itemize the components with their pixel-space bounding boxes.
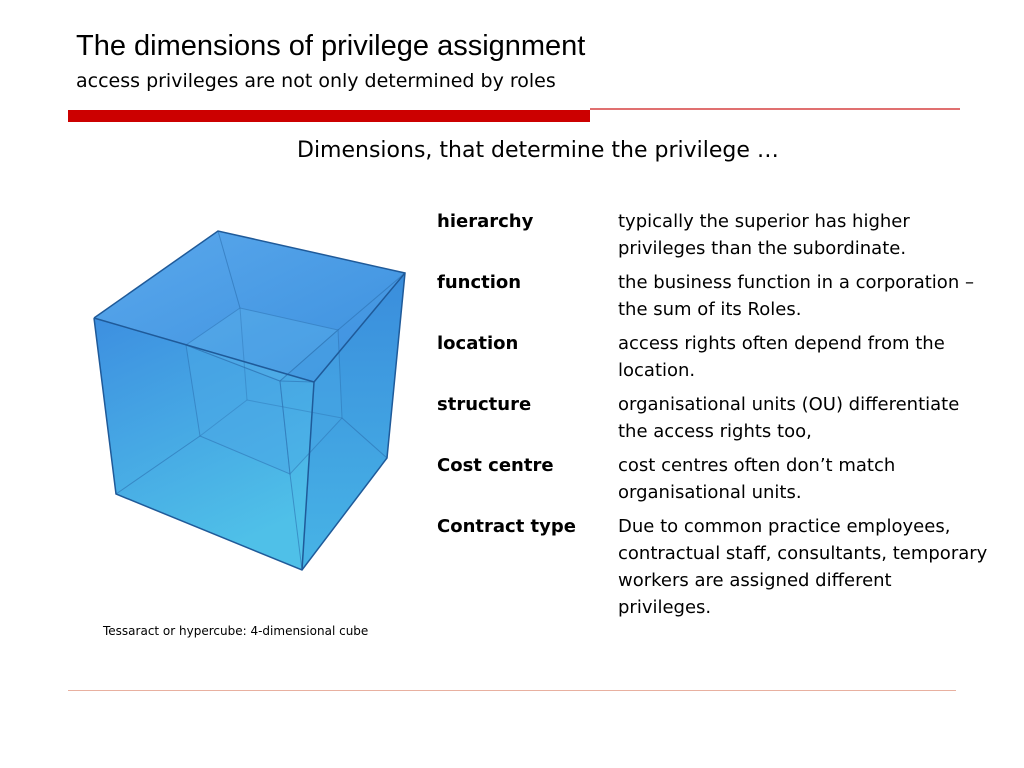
dimension-row-contract-type bbox=[437, 513, 997, 621]
figure-caption: Tessaract or hypercube: 4-dimensional cube bbox=[103, 624, 369, 638]
dimension-row-function bbox=[437, 269, 997, 323]
dimension-row-location bbox=[437, 330, 997, 384]
dimension-row-structure bbox=[437, 391, 997, 445]
dimension-list bbox=[437, 208, 997, 628]
title-accent-bar bbox=[68, 110, 590, 122]
slide-title: The dimensions of privilege assignment bbox=[76, 30, 586, 62]
dimension-description: access rights often depend from the location. bbox=[618, 333, 945, 381]
section-heading: Dimensions, that determine the privilege … bbox=[297, 138, 779, 163]
dimension-term: function bbox=[437, 272, 522, 293]
slide-subtitle: access privileges are not only determined by roles bbox=[76, 70, 556, 92]
dimension-term: location bbox=[437, 333, 519, 354]
dimension-term: Contract type bbox=[437, 516, 576, 537]
dimension-description: cost centres often don’t match organisational units. bbox=[618, 455, 896, 503]
footer-divider-line bbox=[68, 690, 956, 691]
title-divider-line bbox=[590, 108, 960, 110]
dimension-description: organisational units (OU) differentiate the access rights too, bbox=[618, 394, 960, 442]
dimension-term: hierarchy bbox=[437, 211, 534, 232]
dimension-term: Cost centre bbox=[437, 455, 554, 476]
tesseract-icon bbox=[86, 224, 412, 576]
dimension-description: Due to common practice employees, contractual staff, consultants, temporary workers are assigned different privileges. bbox=[618, 516, 988, 618]
dimension-row-hierarchy bbox=[437, 208, 997, 262]
dimension-term: structure bbox=[437, 394, 532, 415]
dimension-row-cost-centre bbox=[437, 452, 997, 506]
dimension-description: the business function in a corporation – the sum of its Roles. bbox=[618, 272, 974, 320]
dimension-description: typically the superior has higher privileges than the subordinate. bbox=[618, 211, 910, 259]
